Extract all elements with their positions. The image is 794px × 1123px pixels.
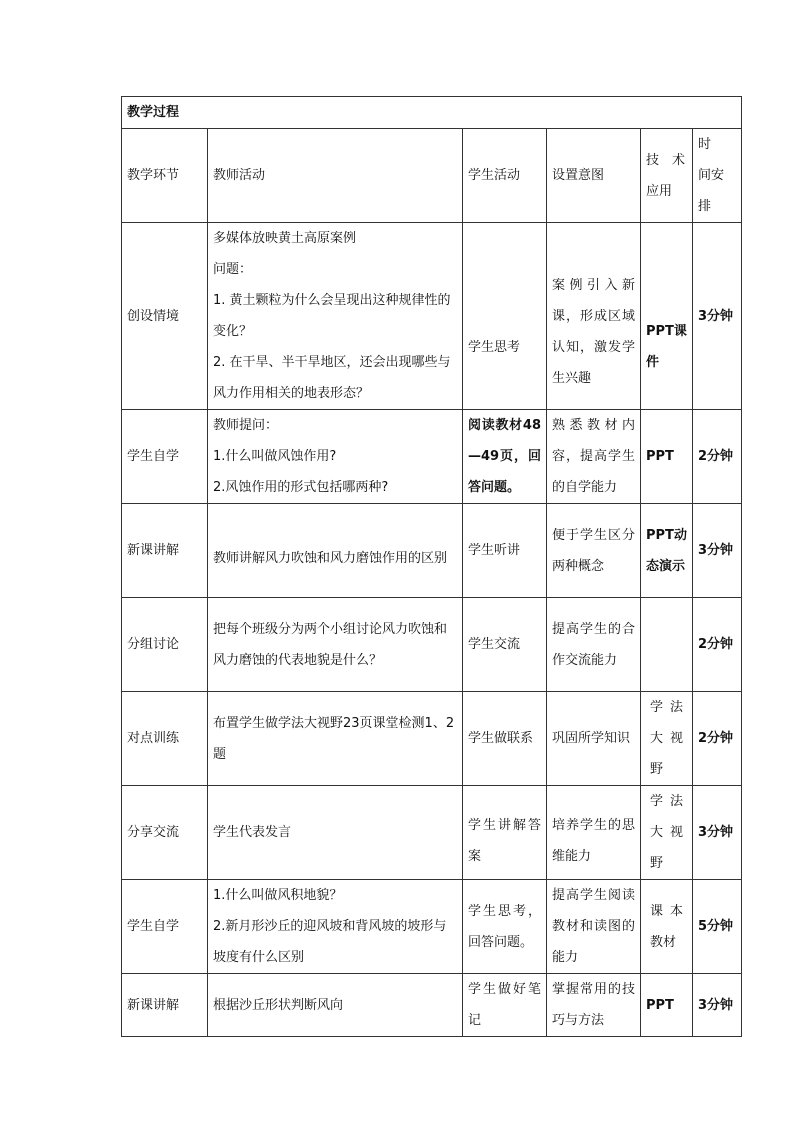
table-row <box>122 598 742 692</box>
tech-cell <box>641 692 693 786</box>
tech-text: 课本教材 <box>650 903 683 950</box>
intent-cell <box>547 410 641 504</box>
teacher-line: 1.什么叫做风积地貌？ <box>213 888 343 903</box>
student-activity-cell <box>463 692 547 786</box>
time-text: 2分钟 <box>698 449 734 464</box>
header-intent: 设置意图 <box>547 129 641 223</box>
student-activity-text: 学生思考 <box>468 339 521 355</box>
time-cell <box>693 223 742 410</box>
time-text: 3分钟 <box>698 825 734 840</box>
teacher-activity-cell <box>208 598 463 692</box>
tech-cell <box>641 786 693 880</box>
teacher-line: 1. 黄土颗粒为什么会呈现出这种规律性的变化？ <box>213 293 451 339</box>
teacher-line: 2.新月形沙丘的迎风坡和背风坡的坡形与坡度有什么区别 <box>213 919 447 965</box>
time-text: 2分钟 <box>698 637 734 652</box>
time-cell <box>693 598 742 692</box>
teacher-line: 教师提问： <box>213 418 279 433</box>
table-header-row <box>122 129 742 223</box>
stage-cell: 新课讲解 <box>122 974 208 1037</box>
stage-cell: 学生自学 <box>122 410 208 504</box>
time-text: 3分钟 <box>698 308 734 324</box>
table-row <box>122 786 742 880</box>
student-activity-text: 学生思考，回答问题。 <box>468 903 541 950</box>
intent-text: 提高学生阅读教材和读图的能力 <box>552 888 635 965</box>
time-text: 3分钟 <box>698 543 734 558</box>
time-cell <box>693 504 742 598</box>
header-time: 时 间安排 <box>693 129 742 223</box>
table-row <box>122 410 742 504</box>
header-teacher-activity: 教师活动 <box>208 129 463 223</box>
table-row <box>122 504 742 598</box>
table-title: 教学过程 <box>122 97 742 129</box>
tech-text: 学法大视野 <box>650 700 683 777</box>
intent-text: 提高学生的合作交流能力 <box>552 621 635 668</box>
tech-cell <box>641 410 693 504</box>
teacher-activity-cell <box>208 974 463 1037</box>
student-activity-cell <box>463 504 547 598</box>
student-activity-text: 学生讲解答案 <box>468 817 541 864</box>
time-cell <box>693 880 742 974</box>
header-stage: 教学环节 <box>122 129 208 223</box>
intent-cell <box>547 223 641 410</box>
time-cell <box>693 786 742 880</box>
teacher-line: 根据沙丘形状判断风向 <box>213 997 344 1013</box>
stage-cell: 分享交流 <box>122 786 208 880</box>
intent-text: 案例引入新课，形成区域认知，激发学生兴趣 <box>552 277 635 386</box>
student-activity-cell <box>463 410 547 504</box>
tech-cell <box>641 974 693 1037</box>
intent-cell <box>547 880 641 974</box>
teacher-line: 2.风蚀作用的形式包括哪两种? <box>213 480 389 495</box>
student-activity-cell <box>463 786 547 880</box>
time-text: 2分钟 <box>698 731 734 746</box>
tech-text: 学法大视野 <box>650 794 683 871</box>
table-row <box>122 692 742 786</box>
stage-cell: 新课讲解 <box>122 504 208 598</box>
intent-cell <box>547 598 641 692</box>
student-activity-cell <box>463 598 547 692</box>
table-title-row <box>122 97 742 129</box>
student-activity-cell <box>463 880 547 974</box>
intent-cell <box>547 786 641 880</box>
teacher-line: 问题： <box>213 262 253 277</box>
teacher-line: 学生代表发言 <box>213 825 292 840</box>
table-row <box>122 974 742 1037</box>
stage-cell: 学生自学 <box>122 880 208 974</box>
student-activity-text: 阅读教材48—49页，回答问题。 <box>468 418 541 495</box>
tech-text: PPT课件 <box>646 324 687 370</box>
header-tech: 技 术应用 <box>641 129 693 223</box>
time-text: 3分钟 <box>698 997 734 1013</box>
teacher-activity-cell <box>208 410 463 504</box>
time-cell <box>693 692 742 786</box>
intent-cell <box>547 504 641 598</box>
tech-cell <box>641 598 693 692</box>
student-activity-cell <box>463 223 547 410</box>
intent-cell <box>547 974 641 1037</box>
time-text: 5分钟 <box>698 919 734 934</box>
stage-cell: 对点训练 <box>122 692 208 786</box>
student-activity-text: 学生交流 <box>468 637 521 652</box>
student-activity-text: 学生听讲 <box>468 543 521 558</box>
teacher-line: 把每个班级分为两个小组讨论风力吹蚀和风力磨蚀的代表地貌是什么？ <box>213 621 448 668</box>
tech-text: PPT <box>646 449 674 464</box>
tech-text: PPT动态演示 <box>646 527 687 574</box>
tech-cell <box>641 880 693 974</box>
time-cell <box>693 410 742 504</box>
intent-cell <box>547 692 641 786</box>
table-row <box>122 880 742 974</box>
stage-cell: 创设情境 <box>122 223 208 410</box>
intent-text: 培养学生的思维能力 <box>552 817 635 864</box>
teacher-activity-cell <box>208 786 463 880</box>
teacher-activity-cell <box>208 880 463 974</box>
header-student-activity: 学生活动 <box>463 129 547 223</box>
teacher-line: 1.什么叫做风蚀作用? <box>213 449 337 464</box>
teacher-line: 多媒体放映黄土高原案例 <box>213 231 357 246</box>
student-activity-cell <box>463 974 547 1037</box>
tech-cell <box>641 223 693 410</box>
teacher-line: 布置学生做学法大视野23页课堂检测1、2题 <box>213 715 455 762</box>
intent-text: 熟悉教材内容，提高学生的自学能力 <box>552 418 635 495</box>
table-row <box>122 223 742 410</box>
teaching-process-table <box>121 96 742 1037</box>
teacher-activity-cell <box>208 223 463 410</box>
teacher-line: 教师讲解风力吹蚀和风力磨蚀作用的区别 <box>213 551 448 566</box>
intent-text: 掌握常用的技巧与方法 <box>552 982 635 1028</box>
time-cell <box>693 974 742 1037</box>
student-activity-text: 学生做联系 <box>468 731 534 746</box>
tech-cell <box>641 504 693 598</box>
teacher-activity-cell <box>208 504 463 598</box>
tech-text: PPT <box>646 997 674 1013</box>
intent-text: 巩固所学知识 <box>552 731 631 746</box>
stage-cell: 分组讨论 <box>122 598 208 692</box>
teacher-line: 2. 在干旱、半干旱地区，还会出现哪些与风力作用相关的地表形态？ <box>213 355 451 401</box>
student-activity-text: 学生做好笔记 <box>468 982 541 1028</box>
teacher-activity-cell <box>208 692 463 786</box>
intent-text: 便于学生区分两种概念 <box>552 527 635 574</box>
